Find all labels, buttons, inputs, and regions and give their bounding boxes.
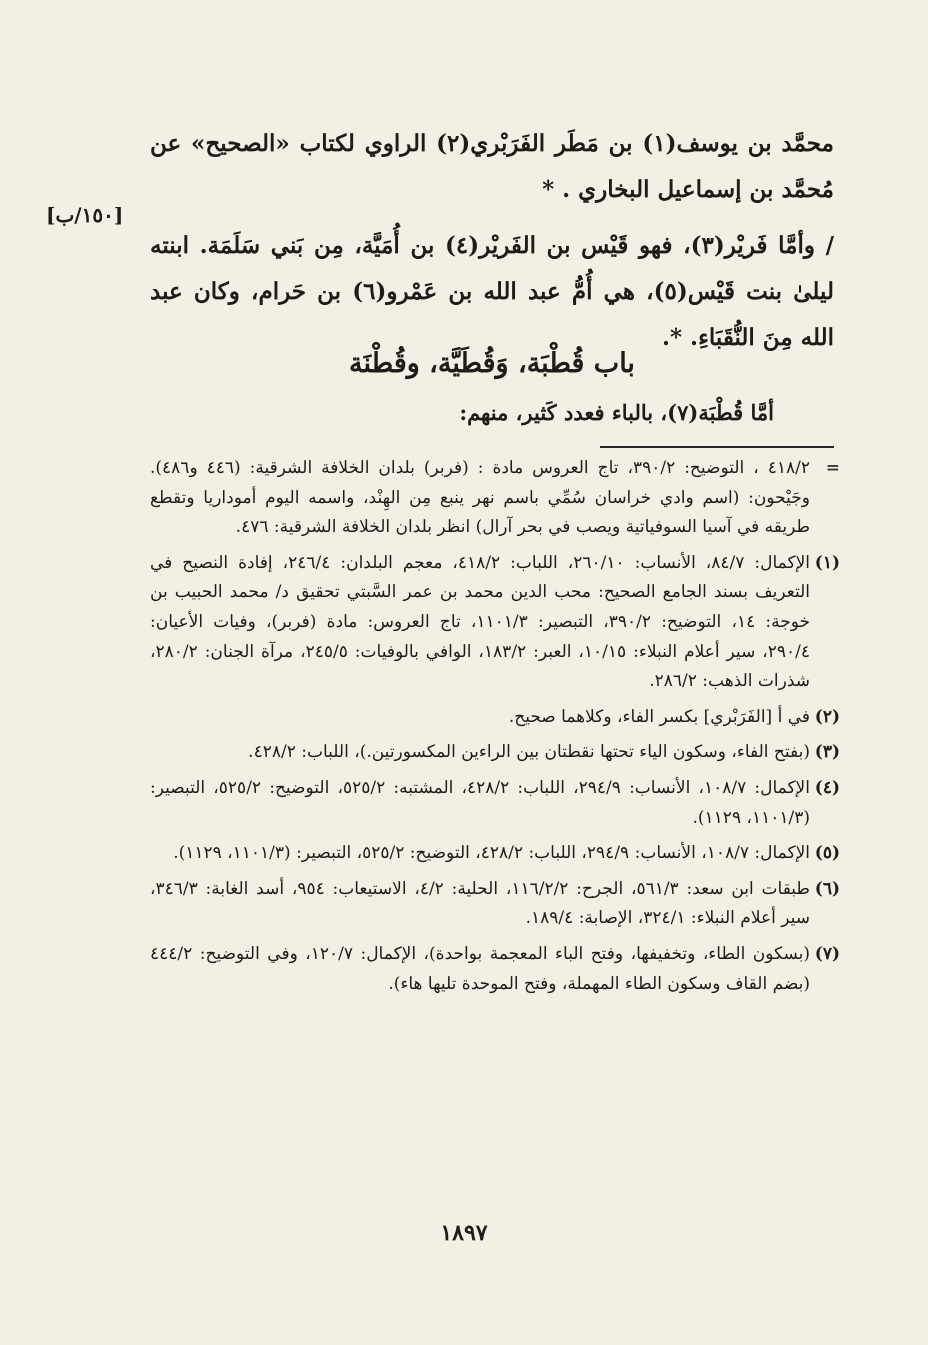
footnote-number: (٤): [814, 777, 840, 798]
footnote-text: (بفتح الفاء، وسكون الياء تحتها نقطتان بين الراءين المكسورتين.)، اللباب: ٤٢٨/٢.: [248, 742, 810, 763]
footnote-text: طبقات ابن سعد: ٥٦١/٣، الجرح: ١١٦/٢/٢، الحلية: ٤/٢، الاستيعاب: ٩٥٤، أسد الغابة: ٣٤٦/٣، سير أعلام النبلاء: ٣٢٤/١، الإصابة: ١٨٩/٤.: [150, 878, 810, 929]
paragraph-farabri: محمَّد بن يوسف(١) بن مَطَر الفَرَبْري(٢) الراوي لكتاب «الصحيح» عن مُحمَّد بن إسماعيل البخاري . *: [150, 130, 834, 203]
footnote-7: [150, 940, 840, 999]
footnote-number: (٢): [814, 706, 840, 727]
footnotes: [150, 454, 840, 1005]
footnote-4: [150, 774, 840, 833]
margin-folio-reference: [١٥٠/ب]: [46, 203, 124, 227]
footnote-text: ٤١٨/٢ ، التوضيح: ٣٩٠/٢، تاج العروس مادة : (فربر) بلدان الخلافة الشرقية: (٤٤٦ و٤٨٦). وجَيْحون: (اسم وادي خراسان سُمِّي باسم نهر ينبع مِن الهِنْد، واسمه اليوم أموداريا وتقطع طريقه في آسيا السوفياتية ويصب في بحر آرال) انظر بلدان الخلافة الشرقية: ٤٧٦.: [150, 458, 810, 538]
footnote-1: [150, 549, 840, 697]
paragraph-farir: / وأمَّا فَريْر(٣)، فهو قَيْس بن الفَريْر(٤) بن أُمَيَّة، مِن بَني سَلَمَة. ابنته ليلىٰ بنت قَيْس(٥)، هي أُمُّ عبد الله بن عَمْرو(٦) بن حَرام، وكان عبد الله مِنَ النُّقَبَاءِ. *.: [150, 232, 835, 351]
footnote-number: (١): [814, 552, 840, 573]
footnote-2: [150, 703, 840, 733]
footnote-6: [150, 875, 840, 934]
footnote-text: الإكمال: ١٠٨/٧، الأنساب: ٢٩٤/٩، اللباب: ٤٢٨/٢، المشتبه: ٥٢٥/٢، التوضيح: ٥٢٥/٢، التبصير: (١١٠١/٣، ١١٢٩).: [150, 777, 810, 828]
section-heading: باب قُطْبَة، وَقُطَيَّة، وقُطْنَة: [349, 348, 635, 379]
page-number: ١٨٩٧: [440, 1220, 488, 1246]
footnote-3: [150, 738, 840, 768]
footnote-number: (٦): [814, 878, 840, 899]
footnote-separator: [600, 446, 834, 448]
footnote-continuation: [150, 454, 840, 543]
footnote-text: (بسكون الطاء، وتخفيفها، وفتح الباء المعجمة بواحدة)، الإكمال: ١٢٠/٧، وفي التوضيح: ٤٤٤/٢ (بضم القاف وسكون الطاء المهملة، وفتح الموحدة تليها هاء).: [150, 943, 810, 994]
footnote-number: (٥): [814, 843, 840, 864]
footnote-text: الإكمال: ٨٤/٧، الأنساب: ٢٦٠/١٠، اللباب: ٤١٨/٢، معجم البلدان: ٢٤٦/٤، إفادة النصيح في التعريف بسند الجامع الصحيح: محب الدين محمد بن عمر السَّبتي تحقيق د/ محمد الحبيب بن خوجة: ١٤، التوضيح: ٣٩٠/٢، التبصير: ١١٠١/٣، تاج العروس: مادة (فربر)، وفيات الأعيان: ٢٩٠/٤، سير أعلام النبلاء: ١٠/١٥، العبر: ١٨٣/٢، الوافي بالوفيات: ٢٤٥/٥، مرآة الجنان: ٢٨٠/٢، شذرات الذهب: ٢٨٦/٢.: [150, 552, 811, 692]
footnote-number: (٧): [814, 943, 840, 964]
footnote-text: الإكمال: ١٠٨/٧، الأنساب: ٢٩٤/٩، اللباب: ٤٢٨/٢، التوضيح: ٥٢٥/٢، التبصير: (١١٠١/٣، ١١٢٩).: [173, 843, 810, 864]
footnote-number: (٣): [814, 742, 840, 763]
footnote-5: [150, 839, 840, 869]
section-intro: أمَّا قُطْبَة(٧)، بالباء فعدد كَثير، منهم:: [459, 400, 774, 425]
footnote-marker: =: [825, 458, 840, 478]
footnote-text: في أ [الفَرَبْري] بكسر الفاء، وكلاهما صحيح.: [508, 706, 810, 727]
